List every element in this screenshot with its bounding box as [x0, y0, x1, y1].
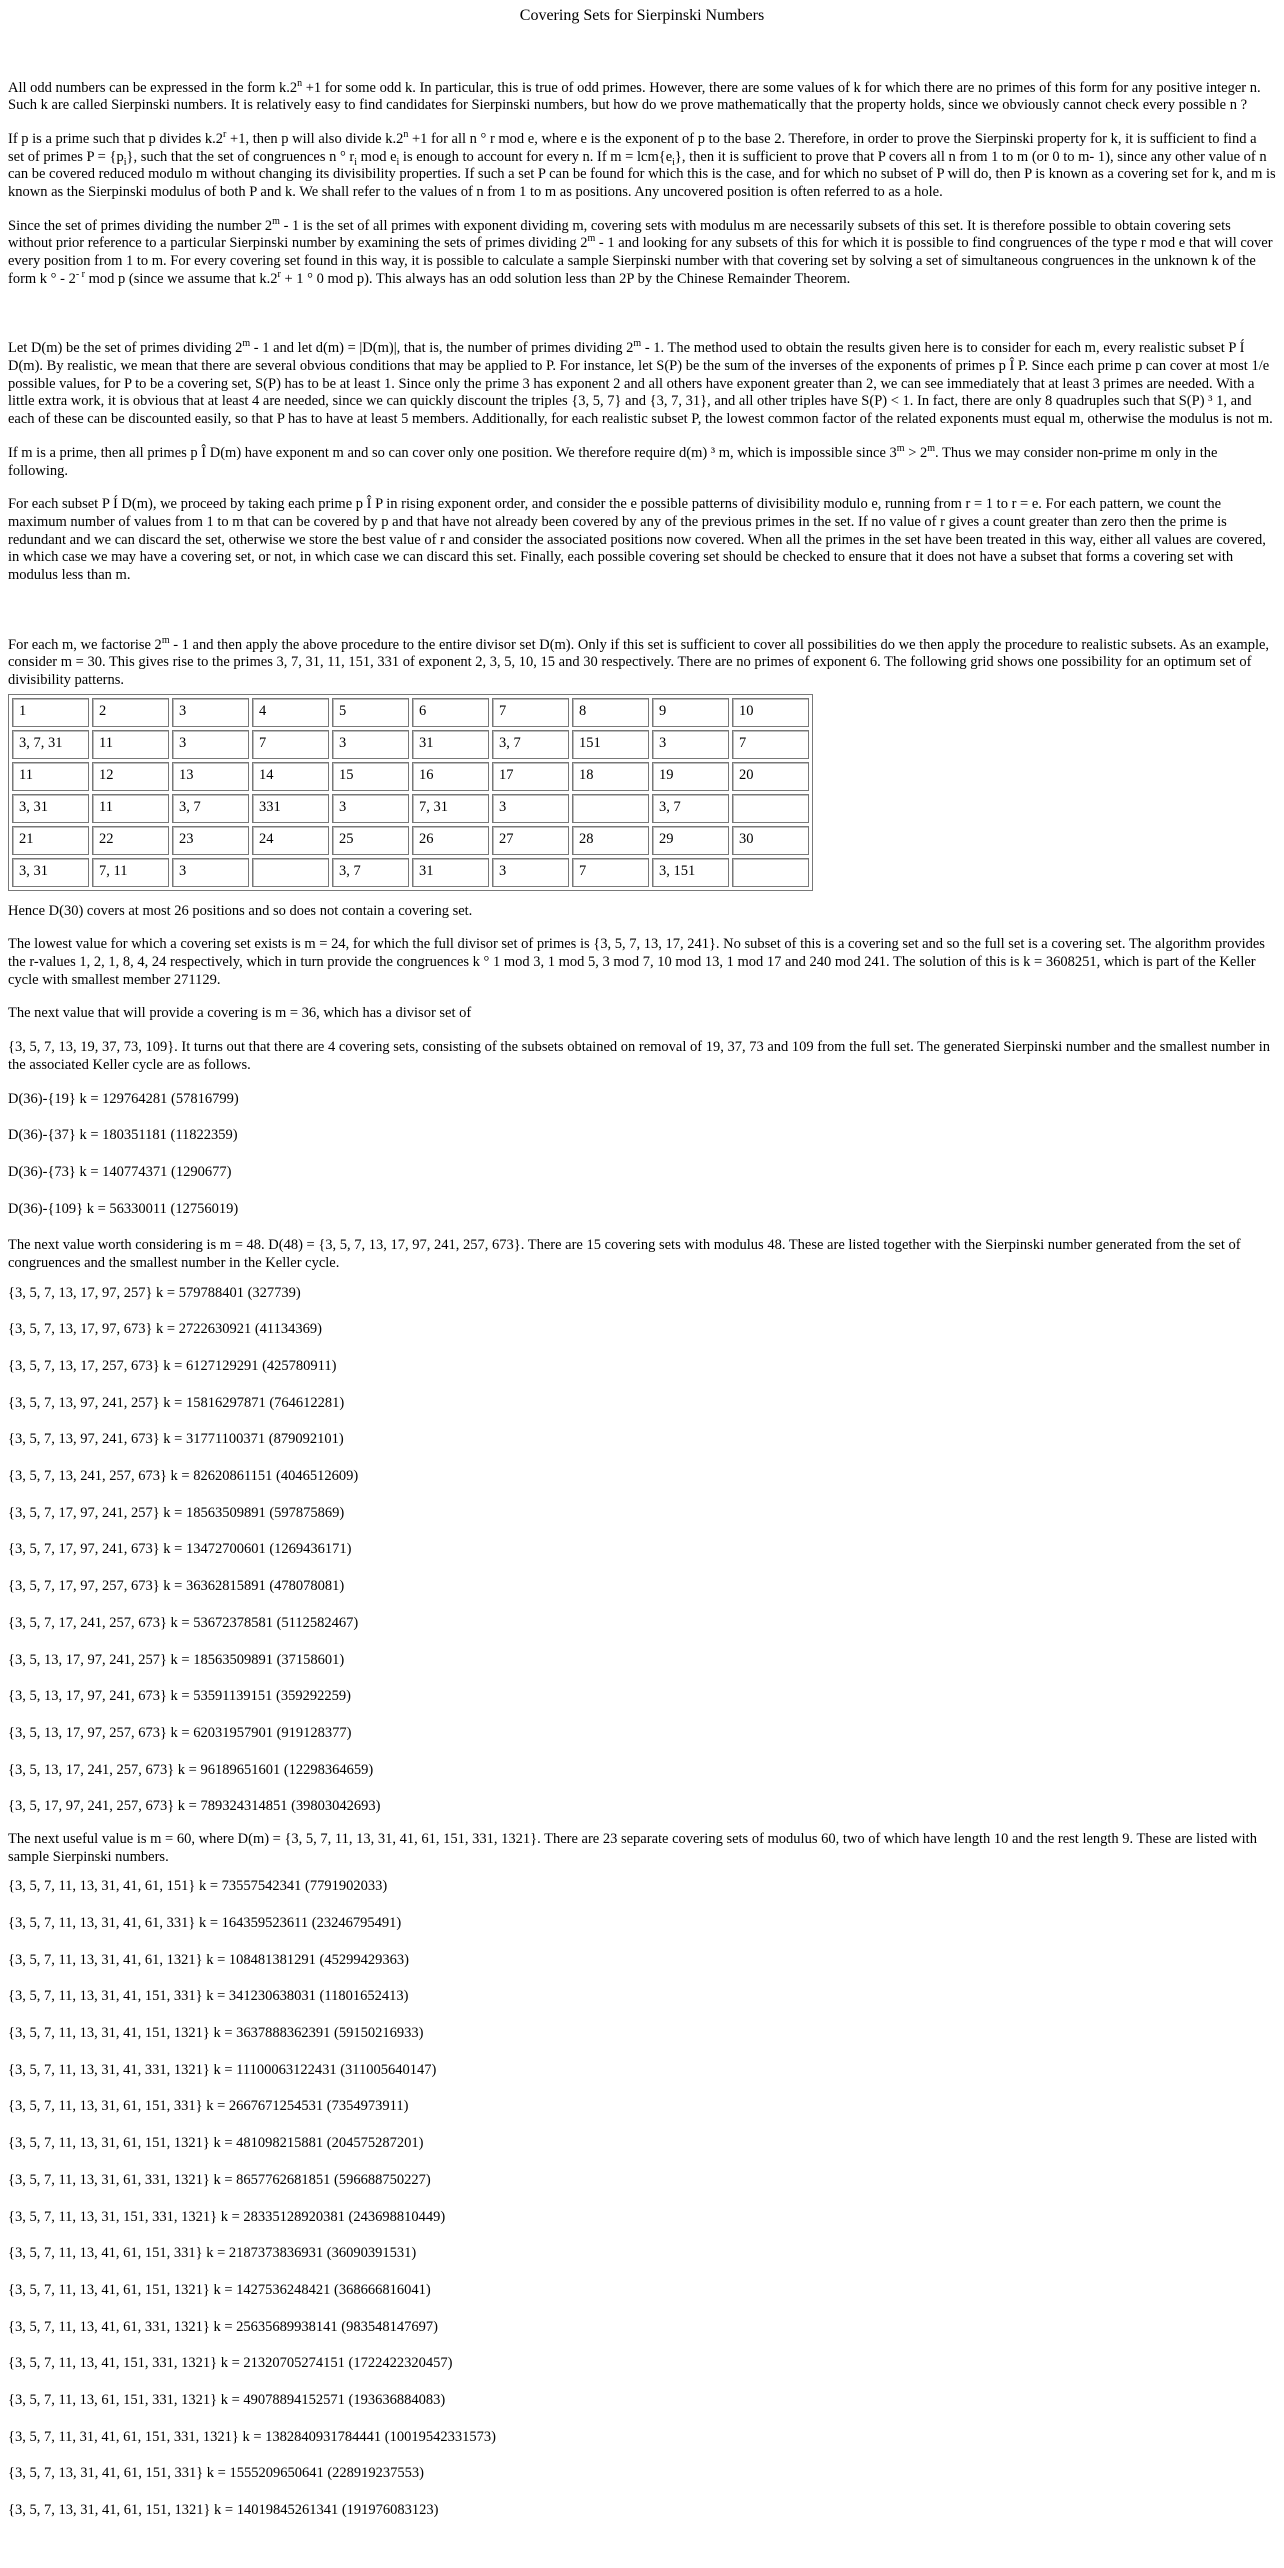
grid-cell: 31: [412, 730, 489, 759]
grid-cell: 331: [252, 794, 329, 823]
covering-set-item: {3, 5, 7, 11, 13, 31, 41, 61, 331} k = 164359523611 (23246795491): [8, 1915, 402, 1932]
page-title: Covering Sets for Sierpinski Numbers: [519, 7, 765, 24]
grid-cell: 23: [172, 826, 249, 855]
covering-set-item: {3, 5, 7, 13, 97, 241, 673} k = 31771100371 (879092101): [8, 1431, 344, 1448]
grid-cell: 7: [732, 730, 809, 759]
example-paragraph: For each m, we factorise 2$^m$ - 1 and then apply the above procedure to the entire divisor set D(m). Only if this set is sufficient to cover all possibilities do we then apply the procedure to realistic subsets. As an example, consider m = 30. This gives rise to the primes 3, 7, 31, 11, 151, 331 of exponent 2, 3, 5, 10, 15 and 30 respectively. There are no primes of exponent 6. The following grid shows one possibility for an optimum set of divisibility patterns.: [8, 634, 1270, 689]
grid-cell: 3, 7: [172, 794, 249, 823]
covering-set-item: {3, 5, 13, 17, 97, 257, 673} k = 62031957901 (919128377): [8, 1724, 352, 1741]
covering-set-item: {3, 5, 7, 13, 31, 41, 61, 151, 1321} k = 14019845261341 (191976083123): [8, 2502, 439, 2519]
grid-cell: 3, 151: [652, 858, 729, 887]
covering-set-item: {3, 5, 7, 13, 17, 257, 673} k = 6127129291 (425780911): [8, 1358, 337, 1375]
covering-set-item: {3, 5, 7, 11, 13, 41, 61, 331, 1321} k = 25635689938141 (983548147697): [8, 2318, 438, 2335]
m60-list: [8, 1878, 1276, 2519]
covering-set-item: {3, 5, 7, 11, 13, 31, 41, 151, 331} k = 341230638031 (11801652413): [8, 1988, 409, 2005]
grid-cell: 7: [252, 730, 329, 759]
grid-cell: 3, 7: [332, 858, 409, 887]
grid-cell: 7, 11: [92, 858, 169, 887]
grid-cell: 31: [412, 858, 489, 887]
m48-intro: The next value worth considering is m = 48. D(48) = {3, 5, 7, 13, 17, 97, 241, 257, 673}. There are 15 covering sets with modulus 48. These are listed together with the Sierpinski number generated from the set of congruences and the smallest number in the Keller cycle.: [8, 1237, 1241, 1271]
covering-set-item: {3, 5, 7, 11, 13, 31, 41, 61, 151} k = 73557542341 (7791902033): [8, 1878, 388, 1895]
grid-cell: 13: [172, 762, 249, 791]
grid-cell: 15: [332, 762, 409, 791]
grid-cell: 151: [572, 730, 649, 759]
grid-row: [12, 698, 809, 727]
grid-row: [12, 858, 809, 887]
grid-cell: 3: [332, 730, 409, 759]
m48-list: [8, 1285, 1276, 1816]
covering-set-item: {3, 5, 13, 17, 241, 257, 673} k = 96189651601 (12298364659): [8, 1761, 374, 1778]
grid-cell: 20: [732, 762, 809, 791]
intro-paragraph-1: All odd numbers can be expressed in the form $k.2^n +1$ for some odd k. In particular, this is true of odd primes. However, there are some values of k for which there are no primes of this form for any positive integer n. Such k are called Sierpinski numbers. It is relatively easy to find candidates for Sierpinski numbers, but how do we prove mathematically that the property holds, since we obviously cannot check every possible n ?: [8, 77, 1261, 114]
grid-cell: 3: [492, 858, 569, 887]
grid-cell: 7: [572, 858, 649, 887]
covering-set-item: {3, 5, 7, 13, 17, 97, 673} k = 2722630921 (41134369): [8, 1321, 322, 1338]
grid-cell: 17: [492, 762, 569, 791]
grid-cell: 21: [12, 826, 89, 855]
covering-set-item: {3, 5, 7, 13, 97, 241, 257} k = 15816297871 (764612281): [8, 1394, 345, 1411]
grid-cell: 7, 31: [412, 794, 489, 823]
grid-cell: 3, 7: [652, 794, 729, 823]
grid-cell: 19: [652, 762, 729, 791]
grid-cell: 24: [252, 826, 329, 855]
grid-cell: 29: [652, 826, 729, 855]
covering-set-item: {3, 5, 7, 17, 97, 241, 673} k = 13472700601 (1269436171): [8, 1541, 352, 1558]
grid-cell: 11: [92, 794, 169, 823]
section-spacer: [8, 304, 1276, 340]
grid-row: [12, 762, 809, 791]
covering-set-item: {3, 5, 7, 11, 31, 41, 61, 151, 331, 1321} k = 1382840931784441 (10019542331573): [8, 2428, 496, 2445]
covering-set-item: {3, 5, 7, 11, 13, 31, 151, 331, 1321} k = 28335128920381 (243698810449): [8, 2208, 446, 2225]
covering-set-item: {3, 5, 7, 17, 97, 257, 673} k = 36362815891 (478078081): [8, 1578, 345, 1595]
covering-set-item: {3, 5, 13, 17, 97, 241, 257} k = 18563509891 (37158601): [8, 1651, 345, 1668]
covering-set-item: D(36)-{19} k = 129764281 (57816799): [8, 1090, 239, 1107]
grid-cell: 3: [172, 858, 249, 887]
grid-cell: 1: [12, 698, 89, 727]
grid-cell: 3: [652, 730, 729, 759]
m36-description: {3, 5, 7, 13, 19, 37, 73, 109}. It turns out that there are 4 covering sets, consisting of the subsets obtained on removal of 19, 37, 73 and 109 from the full set. The generated Sierpinski number and the smallest number in the associated Keller cycle are as follows.: [8, 1039, 1271, 1073]
grid-cell: [252, 858, 329, 887]
grid-cell: 8: [572, 698, 649, 727]
grid-cell: 3, 31: [12, 858, 89, 887]
grid-cell: 26: [412, 826, 489, 855]
grid-cell: [732, 858, 809, 887]
method-paragraph-3: For each subset P Í D(m), we proceed by taking each prime p Î P in rising exponent order, and consider the e possible patterns of divisibility modulo e, running from r = 1 to r = e. For each pattern, we count the maximum number of values from 1 to m that can be covered by p and that have not already been covered by any of the previous primes in the set. If no value of r gives a count greater than zero then the prime is redundant and we can discard the set, otherwise we store the best value of r and consider the associated positions now covered. When all the primes in the set have been treated in this way, either all values are covered, in which case we may have a covering set, or not, in which case we can discard this set. Finally, each possible covering set should be checked to ensure that it does not have a subset that forms a covering set with modulus less than m.: [8, 496, 1266, 583]
intro-paragraph-3: Since the set of primes dividing the number 2$^m$ - 1 is the set of all primes with exponent dividing m, covering sets with modulus m are necessarily subsets of this set. It is therefore possible to obtain covering sets without prior reference to a particular Sierpinski number by examining the sets of primes dividing 2$^m$ - 1 and looking for any subsets of this for which it is possible to find congruences of the type r mod e that will cover every position from 1 to m. For every covering set found in this way, it is possible to calculate a sample Sierpinski number with that covering set by solving a set of simultaneous congruences in the unknown k of the form k ° - $2^{- r}$ mod p (since we assume that $k.2^r + 1$ ° 0 mod p). This always has an odd solution less than 2P by the Chinese Remainder Theorem.: [8, 215, 1273, 287]
covering-set-item: {3, 5, 7, 11, 13, 31, 61, 331, 1321} k = 8657762681851 (596688750227): [8, 2171, 431, 2188]
section-spacer: [8, 601, 1276, 637]
grid-cell: 25: [332, 826, 409, 855]
grid-cell: 16: [412, 762, 489, 791]
grid-cell: 3: [332, 794, 409, 823]
grid-cell: 30: [732, 826, 809, 855]
grid-cell: 2: [92, 698, 169, 727]
covering-set-item: {3, 5, 17, 97, 241, 257, 673} k = 789324314851 (39803042693): [8, 1798, 381, 1815]
m36-intro: The next value that will provide a covering is m = 36, which has a divisor set of: [8, 1005, 472, 1022]
covering-set-item: {3, 5, 7, 13, 31, 41, 61, 151, 331} k = 1555209650641 (228919237553): [8, 2465, 425, 2482]
grid-row: [12, 794, 809, 823]
grid-cell: 10: [732, 698, 809, 727]
m60-intro: The next useful value is m = 60, where D(m) = {3, 5, 7, 11, 13, 31, 41, 61, 151, 331, 1321}. There are 23 separate covering sets of modulus 60, two of which have length 10 and the rest length 9. These are listed with sample Sierpinski numbers.: [8, 1830, 1257, 1865]
m36-list: [8, 1091, 1276, 1219]
grid-cell: 6: [412, 698, 489, 727]
covering-set-item: {3, 5, 7, 11, 13, 31, 41, 331, 1321} k = 11100063122431 (311005640147): [8, 2061, 437, 2078]
grid-cell: 5: [332, 698, 409, 727]
covering-set-item: D(36)-{109} k = 56330011 (12756019): [8, 1200, 239, 1217]
grid-cell: 3, 7: [492, 730, 569, 759]
grid-cell: 18: [572, 762, 649, 791]
covering-set-item: {3, 5, 13, 17, 97, 241, 673} k = 53591139151 (359292259): [8, 1688, 351, 1705]
grid-cell: [572, 794, 649, 823]
covering-set-item: {3, 5, 7, 17, 241, 257, 673} k = 53672378581 (5112582467): [8, 1614, 359, 1631]
covering-set-item: {3, 5, 7, 11, 13, 41, 151, 331, 1321} k = 21320705274151 (1722422320457): [8, 2355, 453, 2372]
grid-cell: 28: [572, 826, 649, 855]
grid-cell: 3, 7, 31: [12, 730, 89, 759]
covering-set-item: {3, 5, 7, 11, 13, 61, 151, 331, 1321} k = 49078894152571 (193636884083): [8, 2391, 446, 2408]
grid-cell: 7: [492, 698, 569, 727]
covering-set-item: D(36)-{73} k = 140774371 (1290677): [8, 1163, 232, 1180]
m24-paragraph: The lowest value for which a covering set exists is m = 24, for which the full divisor set of primes is {3, 5, 7, 13, 17, 241}. No subset of this is a covering set and so the full set is a covering set. The algorithm provides the r-values 1, 2, 1, 8, 4, 24 respectively, which in turn provide the congruences k ° 1 mod 3, 1 mod 5, 3 mod 7, 10 mod 13, 1 mod 17 and 240 mod 241. The solution of this is k = 3608251, which is part of the Keller cycle with smallest member 271129.: [8, 936, 1265, 988]
grid-cell: 14: [252, 762, 329, 791]
grid-cell: 12: [92, 762, 169, 791]
grid-cell: 11: [92, 730, 169, 759]
grid-row: [12, 826, 809, 855]
covering-set-item: {3, 5, 7, 11, 13, 31, 41, 61, 1321} k = 108481381291 (45299429363): [8, 1951, 409, 1968]
grid-cell: 3: [492, 794, 569, 823]
grid-cell: 4: [252, 698, 329, 727]
covering-set-item: {3, 5, 7, 11, 13, 31, 41, 151, 1321} k = 3637888362391 (59150216933): [8, 2025, 424, 2042]
divisibility-grid: [8, 694, 813, 891]
grid-conclusion: Hence D(30) covers at most 26 positions and so does not contain a covering set.: [8, 902, 473, 919]
grid-cell: 3: [172, 730, 249, 759]
covering-set-item: {3, 5, 7, 17, 97, 241, 257} k = 18563509891 (597875869): [8, 1504, 345, 1521]
covering-set-item: {3, 5, 7, 11, 13, 31, 61, 151, 331} k = 2667671254531 (7354973911): [8, 2098, 409, 2115]
grid-cell: 3: [172, 698, 249, 727]
grid-cell: [732, 794, 809, 823]
grid-cell: 22: [92, 826, 169, 855]
covering-set-item: {3, 5, 7, 13, 17, 97, 257} k = 579788401 (327739): [8, 1284, 301, 1301]
grid-row: [12, 730, 809, 759]
method-paragraph-1: Let D(m) be the set of primes dividing 2$^m$ - 1 and let d(m) = |D(m)|, that is, the number of primes dividing 2$^m$ - 1. The method used to obtain the results given here is to consider for each m, every realistic subset P Í D(m). By realistic, we mean that there are several obvious conditions that may be applied to P. For instance, let S(P) be the sum of the inverses of the exponents of primes p Î P. Since each prime p can cover at most 1/e possible values, for P to be a covering set, S(P) has to be at least 1. Since only the prime 3 has exponent 2 and all others have exponent greater than 2, we can see immediately that at least 3 primes are needed. With a little extra work, it is obvious that at least 4 are needed, since we can quickly discount the triples {3, 5, 7} and {3, 7, 31}, and all other triples have S(P) < 1. In fact, there are only 8 quadruples such that S(P) ³ 1, and each of these can be discounted easily, so that P has to have at least 5 members. Additionally, for each realistic subset P, the lowest common factor of the related exponents must equal m, otherwise the modulus is not m.: [8, 338, 1273, 428]
covering-set-item: D(36)-{37} k = 180351181 (11822359): [8, 1127, 238, 1144]
covering-set-item: {3, 5, 7, 11, 13, 31, 61, 151, 1321} k = 481098215881 (204575287201): [8, 2135, 424, 2152]
grid-cell: 27: [492, 826, 569, 855]
grid-cell: 9: [652, 698, 729, 727]
grid-cell: 3, 31: [12, 794, 89, 823]
method-paragraph-2: If m is a prime, then all primes p Î D(m) have exponent m and so can cover only one position. We therefore require d(m) ³ m, which is impossible since $3^m > 2^m$. Thus we may consider non-prime m only in the following.: [8, 443, 1218, 479]
covering-set-item: {3, 5, 7, 11, 13, 41, 61, 151, 331} k = 2187373836931 (36090391531): [8, 2245, 417, 2262]
covering-set-item: {3, 5, 7, 13, 241, 257, 673} k = 82620861151 (4046512609): [8, 1468, 359, 1485]
grid-cell: 11: [12, 762, 89, 791]
intro-paragraph-2: If p is a prime such that p divides $k.2^r +1$, then p will also divide $k.2^n +1$ for all n ° r mod e, where e is the exponent of p to the base 2. Therefore, in order to prove the Sierpinski property for k, it is sufficient to find a set of primes $P = \{p_i\}$, such that the set of congruences n ° $r_i$ mod $e_i$ is enough to account for every n. If $m = lcm\{e_i\}$, then it is sufficient to prove that P covers all n from 1 to m (or 0 to m- 1), since any other value of n can be covered reduced modulo m without changing its divisibility properties. If such a set P can be found for which this is the case, and for which no subset of P will do, then P is known as a covering set for k, and m is known as the Sierpinski modulus of both P and k. We shall refer to the values of n from 1 to m as positions. Any uncovered position is often referred to as a hole.: [8, 129, 1276, 200]
covering-set-item: {3, 5, 7, 11, 13, 41, 61, 151, 1321} k = 1427536248421 (368666816041): [8, 2281, 431, 2298]
